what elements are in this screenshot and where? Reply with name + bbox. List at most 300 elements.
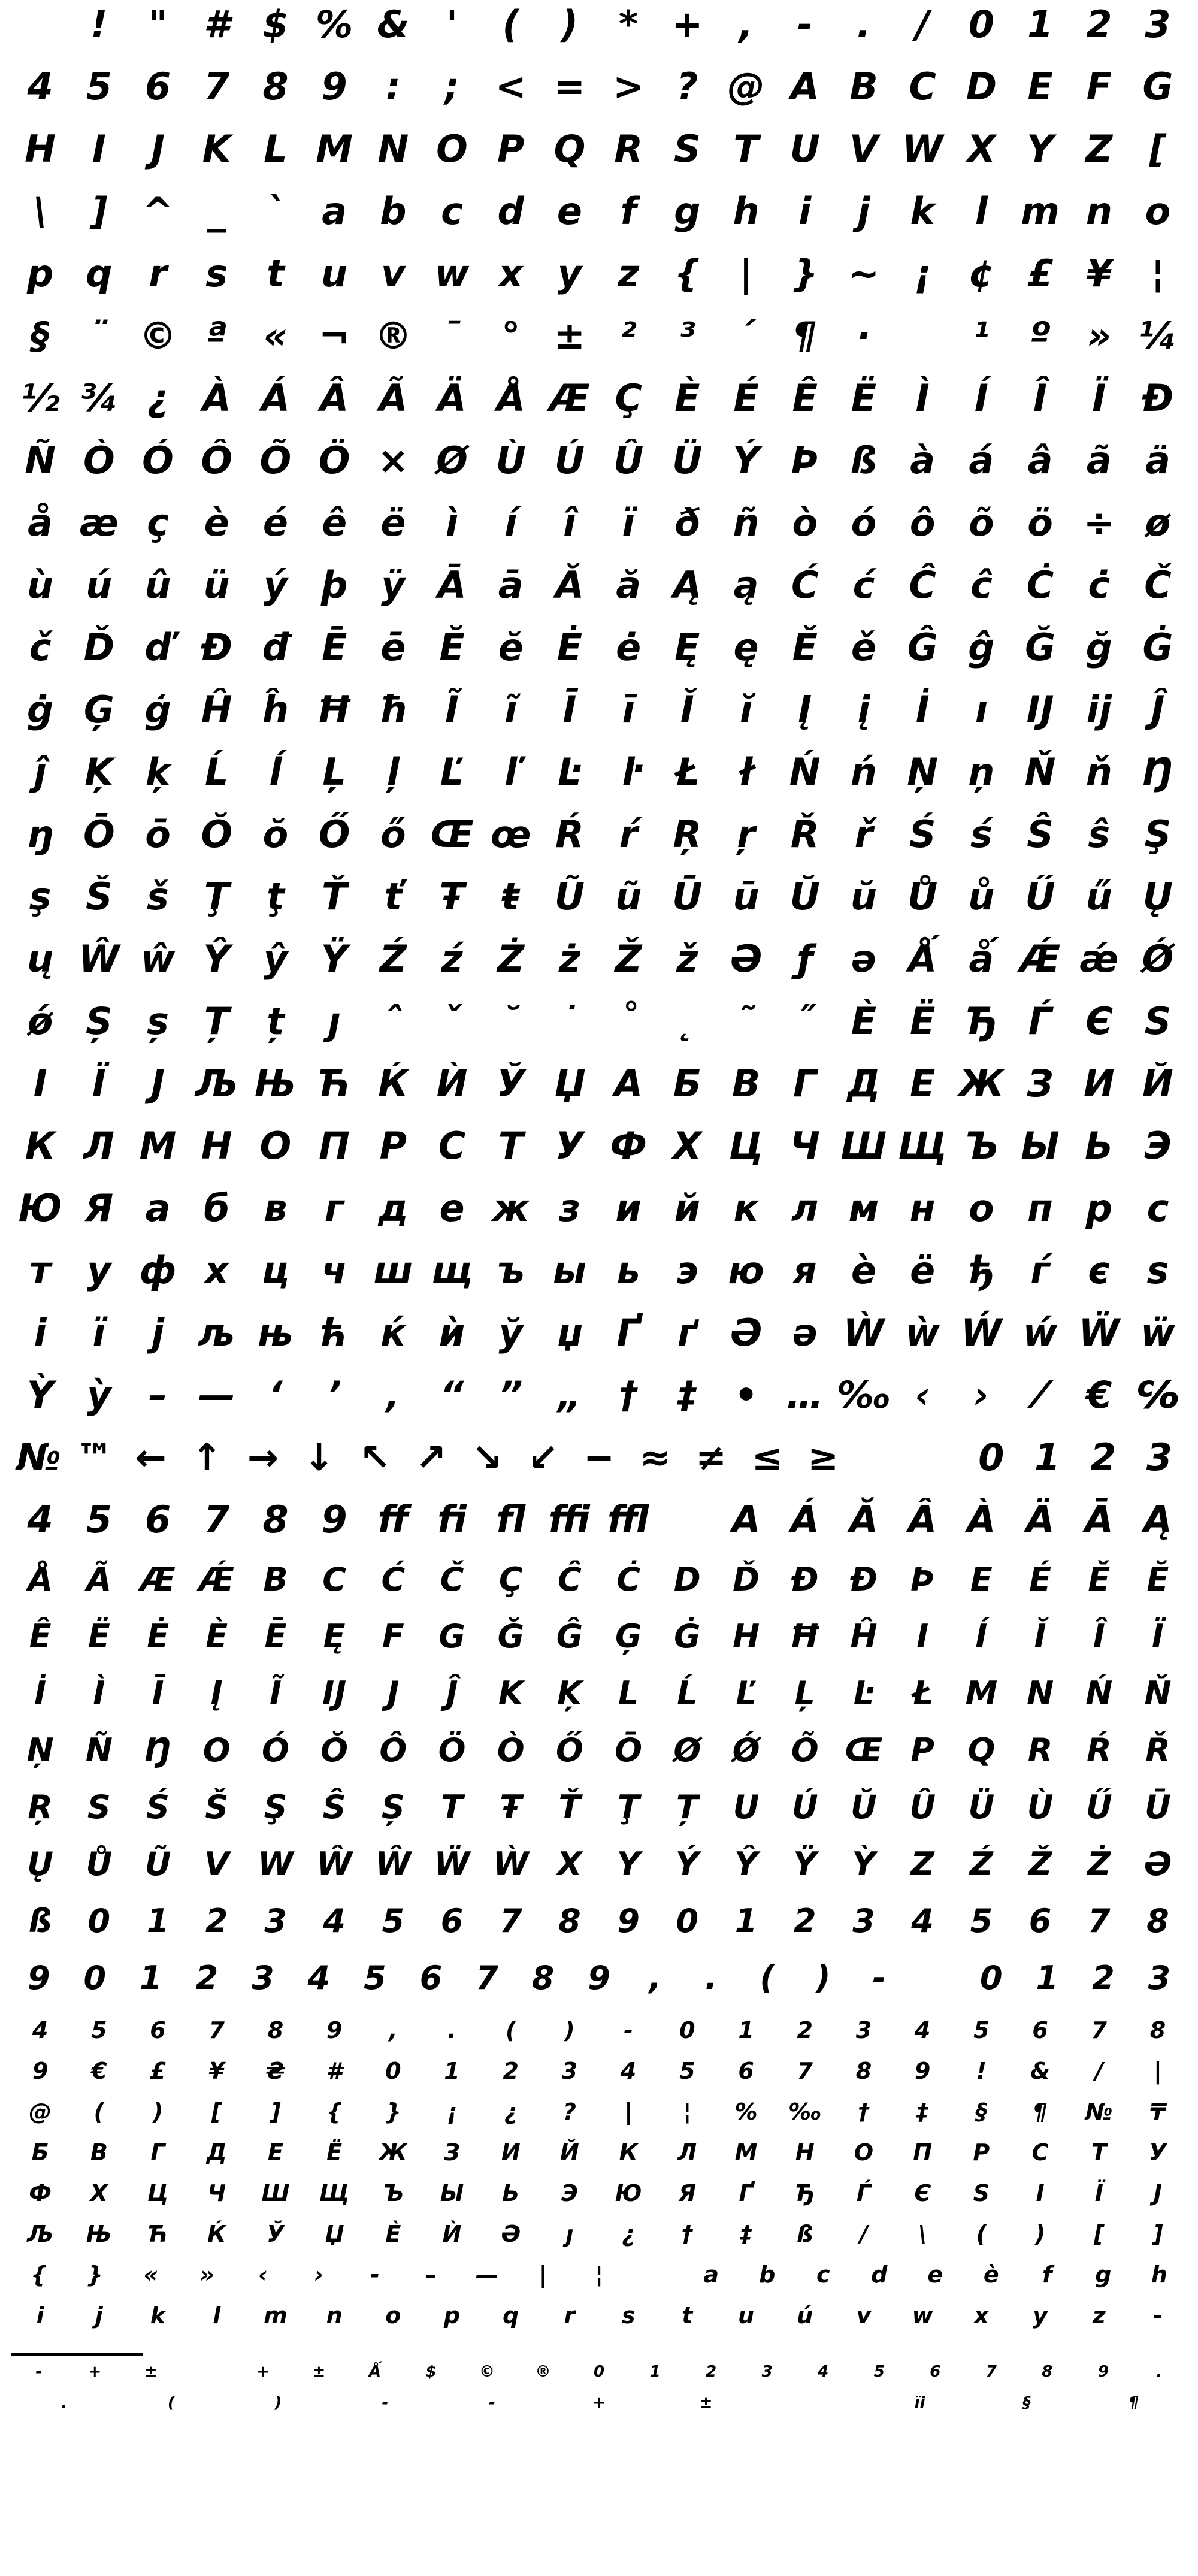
glyph-cell: 5	[973, 2017, 990, 2043]
glyph-cell: Œ	[845, 1731, 883, 1769]
glyph-cell: Ŀ	[558, 750, 582, 794]
glyph-cell: Ь	[502, 2180, 520, 2206]
glyph-cell: Ġ	[1142, 625, 1173, 669]
glyph-cell: Ẅ	[434, 1845, 470, 1883]
glyph-cell: я	[792, 1248, 817, 1292]
glyph-cell: S	[674, 127, 701, 171]
glyph-cell: ґ	[677, 1311, 697, 1354]
glyph-cell: Ţ	[617, 1788, 640, 1826]
glyph-cell: к	[733, 1186, 759, 1230]
glyph-cell: 6	[144, 1498, 171, 1541]
glyph-cell: Ŷ	[734, 1845, 758, 1883]
glyph-cell: ø	[1145, 501, 1171, 545]
glyph-cell: n	[326, 2302, 343, 2329]
glyph-cell: ź	[441, 937, 463, 981]
glyph-cell: Ô	[379, 1731, 407, 1769]
glyph-cell: $	[262, 2, 289, 46]
glyph-cell: V	[204, 1845, 229, 1883]
glyph-cell: §	[31, 314, 50, 358]
glyph-cell: А	[614, 1062, 643, 1105]
glyph-cell: ½	[21, 376, 60, 420]
glyph-cell: ˜	[737, 999, 756, 1043]
glyph-cell: %	[734, 2099, 758, 2125]
glyph-cell: @	[727, 65, 765, 108]
glyph-cell: č	[29, 625, 52, 669]
glyph-cell: В	[90, 2139, 108, 2166]
glyph-cell: À	[202, 376, 231, 420]
glyph-cell: Ä	[437, 376, 467, 420]
glyph-cell: .	[1156, 2363, 1163, 2381]
glyph-cell: Ó	[142, 439, 174, 482]
glyph-cell: Ё	[909, 999, 936, 1043]
glyph-cell: Č	[1144, 563, 1172, 607]
glyph-cell: о	[969, 1186, 994, 1230]
glyph-cell: }	[86, 2261, 103, 2288]
glyph-cell: o	[1145, 189, 1171, 233]
glyph-cell: Ő	[555, 1731, 583, 1769]
glyph-cell: K	[202, 127, 231, 171]
glyph-cell: ↑	[191, 1435, 223, 1479]
glyph-cell: ё	[910, 1248, 936, 1292]
glyph-cell: ,	[649, 1959, 661, 1997]
glyph-cell: Â	[908, 1498, 937, 1541]
glyph-cell: Ÿ	[320, 937, 348, 981]
glyph-cell: Ю	[615, 2180, 642, 2206]
glyph-cell: Ą	[1143, 1498, 1172, 1541]
glyph-cell: Ђ	[965, 999, 998, 1043]
glyph-cell: 7	[204, 65, 230, 108]
glyph-cell: +	[592, 2394, 606, 2412]
glyph-cell: }	[791, 252, 818, 295]
glyph-cell: Ģ	[83, 688, 114, 731]
glyph-cell: Г	[792, 1062, 817, 1105]
glyph-cell: “	[440, 1373, 464, 1417]
glyph-cell: Y	[616, 1845, 640, 1883]
glyph-cell: ±	[144, 2363, 158, 2381]
glyph-cell: C	[322, 1561, 346, 1598]
glyph-cell: Ə	[730, 937, 762, 981]
glyph-cell: ©	[479, 2363, 495, 2381]
glyph-cell: Đ	[791, 1561, 819, 1598]
glyph-cell: е	[439, 1186, 465, 1230]
glyph-row	[0, 1498, 1198, 1564]
glyph-cell: t	[267, 252, 285, 295]
glyph-cell: [	[1149, 127, 1167, 171]
glyph-cell: И	[501, 2139, 521, 2166]
glyph-row	[0, 1435, 1198, 1501]
glyph-cell: 6	[1032, 2017, 1048, 2043]
glyph-cell: Ģ	[615, 1617, 642, 1655]
glyph-cell: 2	[205, 1902, 228, 1940]
glyph-cell: &	[1030, 2058, 1051, 2084]
glyph-cell: X	[967, 127, 996, 171]
glyph-cell: ї	[92, 1311, 105, 1354]
glyph-cell: Í	[974, 376, 988, 420]
glyph-cell: *	[618, 2, 639, 46]
glyph-cell: Ч	[789, 1124, 820, 1168]
glyph-cell: ·	[857, 314, 871, 358]
glyph-cell: Ÿ	[793, 1845, 817, 1883]
glyph-cell: †	[858, 2099, 870, 2125]
glyph-cell: Þ	[791, 439, 819, 482]
glyph-cell: Ò	[497, 1731, 525, 1769]
glyph-cell: ↙	[527, 1435, 559, 1479]
glyph-cell: —	[476, 2261, 499, 2288]
glyph-cell: в	[264, 1186, 288, 1230]
glyph-cell: ¯	[443, 314, 462, 358]
glyph-cell: 6	[440, 1902, 464, 1940]
glyph-cell: Ī	[152, 1674, 164, 1712]
glyph-cell: ў	[498, 1311, 523, 1354]
glyph-cell: ü	[203, 563, 230, 607]
glyph-cell: Ĳ	[1026, 688, 1054, 731]
glyph-cell: †	[619, 1373, 638, 1417]
glyph-cell: Ř	[790, 812, 819, 856]
glyph-cell: T	[733, 127, 759, 171]
glyph-cell: 9	[588, 1959, 610, 1997]
glyph-cell: 5	[91, 2017, 107, 2043]
glyph-cell: ĳ	[1086, 688, 1112, 731]
glyph-cell: І	[33, 1062, 47, 1105]
glyph-cell: c	[441, 189, 463, 233]
glyph-cell: 7	[499, 1902, 522, 1940]
glyph-cell: Ѐ	[385, 2221, 401, 2247]
glyph-cell: ¶	[1129, 2394, 1139, 2412]
glyph-cell: ¨	[89, 314, 108, 358]
glyph-cell: Њ	[254, 1062, 297, 1105]
glyph-cell: 6	[1028, 1902, 1052, 1940]
glyph-row	[0, 2182, 1198, 2223]
glyph-cell: Ѕ	[1144, 999, 1172, 1043]
glyph-cell: c	[816, 2261, 830, 2288]
glyph-cell: Ē	[321, 625, 347, 669]
glyph-cell: ”	[498, 1373, 523, 1417]
glyph-cell: õ	[969, 501, 994, 545]
glyph-cell: и	[615, 1186, 642, 1230]
glyph-cell: ĵ	[34, 750, 47, 794]
glyph-cell: Ф	[29, 2180, 52, 2206]
glyph-cell: &	[377, 2, 410, 46]
glyph-cell: \	[33, 189, 47, 233]
glyph-cell: Ĵ	[446, 1674, 458, 1712]
glyph-cell: ≠	[695, 1435, 727, 1479]
glyph-cell: 4	[27, 65, 53, 108]
glyph-cell: С	[1031, 2139, 1049, 2166]
glyph-cell: Ć	[381, 1561, 406, 1598]
glyph-cell: Ź	[379, 937, 407, 981]
glyph-cell: @	[29, 2099, 52, 2125]
glyph-cell: Џ	[325, 2221, 344, 2247]
glyph-cell: Ë	[851, 376, 877, 420]
glyph-cell: ű	[1085, 875, 1112, 918]
glyph-cell: Ĕ	[1146, 1561, 1169, 1598]
glyph-cell: 4	[307, 1959, 331, 1997]
glyph-cell: с	[1146, 1186, 1169, 1230]
glyph-cell: ġ	[26, 688, 54, 731]
glyph-cell: #	[204, 2, 230, 46]
glyph-cell: Ų	[1142, 875, 1173, 918]
glyph-cell: ¦	[1151, 252, 1165, 295]
glyph-cell: Ô	[201, 439, 233, 482]
glyph-cell: Ą	[673, 563, 702, 607]
glyph-cell: г	[324, 1186, 344, 1230]
glyph-cell: ś	[970, 812, 993, 856]
glyph-cell: )	[274, 2394, 282, 2412]
glyph-cell: G	[438, 1617, 465, 1655]
glyph-cell: §	[1022, 2394, 1031, 2412]
glyph-cell: 8	[262, 1498, 289, 1541]
glyph-cell: G	[1142, 65, 1173, 108]
glyph-cell: п	[1027, 1186, 1053, 1230]
glyph-cell: Ĵ	[1151, 688, 1165, 731]
glyph-cell: Н	[201, 1124, 232, 1168]
glyph-cell: Ż	[497, 937, 525, 981]
glyph-cell: W	[901, 127, 943, 171]
glyph-cell: »	[1087, 314, 1111, 358]
glyph-cell: 3	[1148, 1959, 1171, 1997]
glyph-cell: ѝ	[438, 1311, 465, 1354]
glyph-cell: ђ	[968, 1248, 995, 1292]
glyph-cell: Ї	[1094, 2180, 1103, 2206]
glyph-cell: Ẃ	[961, 1311, 1002, 1354]
glyph-cell: ă	[616, 563, 642, 607]
glyph-cell: 8	[262, 65, 289, 108]
glyph-row	[0, 2060, 1198, 2100]
glyph-cell: ħ	[378, 688, 408, 731]
glyph-cell: F	[1086, 65, 1112, 108]
glyph-cell: 0	[594, 2363, 605, 2381]
glyph-cell: ą	[733, 563, 759, 607]
glyph-cell: Ã	[379, 376, 408, 420]
glyph-cell: ż	[558, 937, 580, 981]
glyph-cell: Й	[1142, 1062, 1173, 1105]
glyph-cell: 8	[558, 1902, 581, 1940]
glyph-cell: Ŧ	[500, 1788, 522, 1826]
glyph-cell: Ş	[264, 1788, 288, 1826]
glyph-cell: ë	[380, 501, 406, 545]
glyph-cell: v	[381, 252, 406, 295]
glyph-row	[0, 1617, 1198, 1677]
glyph-cell: ŧ	[501, 875, 520, 918]
glyph-cell: ⁄	[1037, 1373, 1043, 1417]
glyph-cell: Є	[1085, 999, 1113, 1043]
glyph-cell: È	[205, 1617, 228, 1655]
glyph-cell: ˝	[795, 999, 815, 1043]
glyph-cell: Ы	[440, 2180, 464, 2206]
glyph-cell: Ŋ	[1142, 750, 1173, 794]
glyph-cell: Ź	[969, 1845, 993, 1883]
glyph-cell: ә	[792, 1311, 818, 1354]
glyph-cell: !	[90, 2, 108, 46]
glyph-cell: л	[791, 1186, 819, 1230]
glyph-cell: )	[1034, 2221, 1046, 2247]
glyph-cell: Ů	[86, 1845, 113, 1883]
glyph-cell: R	[1027, 1731, 1053, 1769]
glyph-cell: Ú	[791, 1788, 818, 1826]
glyph-cell: ѐ	[851, 1248, 876, 1292]
glyph-cell: T	[441, 1788, 463, 1826]
glyph-cell: w	[434, 252, 470, 295]
glyph-cell: Ŋ	[144, 1731, 172, 1769]
glyph-cell: |	[624, 2099, 633, 2125]
glyph-cell: Ġ	[674, 1617, 701, 1655]
glyph-cell: £	[1027, 252, 1054, 295]
glyph-cell: Ĉ	[558, 1561, 582, 1598]
glyph-cell: Đ	[201, 625, 232, 669]
glyph-cell: 8	[267, 2017, 284, 2043]
glyph-cell: Ē	[264, 1617, 287, 1655]
glyph-cell: Á	[790, 1498, 819, 1541]
glyph-cell: Ш	[261, 2180, 290, 2206]
glyph-cell: ğ	[1085, 625, 1112, 669]
glyph-cell: Ï	[1092, 376, 1106, 420]
glyph-cell: Ǻ	[368, 2363, 382, 2381]
glyph-cell: Ǽ	[199, 1561, 234, 1598]
glyph-cell: r	[149, 252, 167, 295]
glyph-row	[0, 1373, 1198, 1439]
glyph-cell: 9	[321, 1498, 347, 1541]
glyph-cell: У	[555, 1124, 584, 1168]
glyph-cell: 6	[738, 2058, 754, 2084]
glyph-cell: Ф	[610, 1124, 647, 1168]
glyph-cell: ų	[27, 937, 54, 981]
glyph-cell: "	[148, 2, 168, 46]
glyph-cell: ß	[28, 1902, 52, 1940]
glyph-cell: ů	[968, 875, 995, 918]
glyph-cell: Ŭ	[851, 1788, 877, 1826]
glyph-cell: Ĭ	[1034, 1617, 1046, 1655]
glyph-cell: ¥	[1086, 252, 1112, 295]
glyph-cell: 4	[32, 2017, 49, 2043]
glyph-cell: Ŗ	[28, 1788, 53, 1826]
glyph-cell: (	[502, 2, 519, 46]
glyph-cell: Щ	[898, 1124, 948, 1168]
glyph-cell: ō	[145, 812, 171, 856]
glyph-cell: Ė	[556, 625, 583, 669]
glyph-row	[0, 65, 1198, 131]
glyph-cell: /	[860, 2221, 868, 2247]
glyph-cell: N	[1026, 1674, 1054, 1712]
glyph-cell: ќ	[380, 1311, 406, 1354]
glyph-cell: Į	[798, 688, 812, 731]
glyph-cell: .	[704, 1959, 718, 1997]
glyph-cell: Л	[677, 2139, 697, 2166]
glyph-cell: ț	[267, 999, 285, 1043]
glyph-cell: ỳ	[87, 1373, 111, 1417]
glyph-cell: 8	[1042, 2363, 1053, 2381]
glyph-cell: ™	[76, 1435, 114, 1479]
glyph-cell: Ø	[673, 1731, 701, 1769]
glyph-cell: н	[909, 1186, 936, 1230]
glyph-cell: Ü	[672, 439, 703, 482]
glyph-cell: Ŕ	[555, 812, 584, 856]
glyph-cell: H	[25, 127, 56, 171]
glyph-cell: Щ	[319, 2180, 350, 2206]
glyph-cell: х	[204, 1248, 229, 1292]
glyph-cell: –	[425, 2261, 437, 2288]
glyph-cell: <	[495, 65, 527, 108]
glyph-cell: 2	[1092, 1959, 1115, 1997]
glyph-cell: p	[26, 252, 54, 295]
glyph-cell: Ő	[318, 812, 350, 856]
glyph-cell: S	[87, 1788, 111, 1826]
glyph-cell: Д	[206, 2139, 227, 2166]
glyph-cell: Ś	[909, 812, 936, 856]
glyph-cell: %	[316, 2, 353, 46]
glyph-cell: М	[139, 1124, 177, 1168]
glyph-cell: Љ	[27, 2221, 54, 2247]
glyph-cell: 3	[855, 2017, 872, 2043]
glyph-cell: ĭ	[739, 688, 753, 731]
glyph-cell: fi	[437, 1498, 467, 1541]
glyph-cell: É	[733, 376, 759, 420]
glyph-cell: Ș	[381, 1788, 405, 1826]
glyph-cell: à	[910, 439, 936, 482]
glyph-cell: Ņ	[907, 750, 939, 794]
glyph-cell: ä	[1145, 439, 1170, 482]
glyph-cell: ě	[851, 625, 876, 669]
glyph-cell: Ж	[958, 1062, 1005, 1105]
glyph-cell: ŕ	[619, 812, 638, 856]
glyph-cell: ž	[676, 937, 698, 981]
glyph-cell: L	[618, 1674, 639, 1712]
glyph-row	[0, 2304, 1198, 2345]
glyph-cell: J	[387, 1674, 400, 1712]
glyph-cell: ¶	[1033, 2099, 1048, 2125]
glyph-cell: Ѐ	[851, 999, 877, 1043]
glyph-cell: z	[618, 252, 640, 295]
glyph-cell: Ķ	[84, 750, 114, 794]
glyph-cell: ↗	[415, 1435, 447, 1479]
glyph-cell: Ш	[840, 1124, 887, 1168]
glyph-cell: т	[29, 1248, 52, 1292]
glyph-cell: ő	[380, 812, 406, 856]
glyph-cell: Ђ	[795, 2180, 815, 2206]
glyph-cell: ȷ	[565, 2221, 574, 2247]
glyph-cell: 9	[321, 65, 347, 108]
glyph-cell: Ř	[1145, 1731, 1170, 1769]
glyph-cell: ŀ	[622, 750, 635, 794]
glyph-cell: −	[583, 1435, 615, 1479]
glyph-cell: §	[975, 2099, 987, 2125]
glyph-cell: Ņ	[26, 1731, 54, 1769]
glyph-cell: è	[983, 2261, 999, 2288]
glyph-cell: |	[1154, 2058, 1162, 2084]
glyph-cell: 0	[385, 2058, 401, 2084]
glyph-cell: ´	[737, 314, 756, 358]
glyph-cell: ª	[206, 314, 228, 358]
glyph-cell: Ó	[261, 1731, 289, 1769]
glyph-cell: +	[671, 2, 703, 46]
glyph-cell: ŝ	[1088, 812, 1111, 856]
glyph-cell: Ď	[83, 625, 115, 669]
glyph-cell: ¦	[595, 2261, 604, 2288]
glyph-cell: ĥ	[262, 688, 289, 731]
glyph-cell: Џ	[553, 1062, 585, 1105]
glyph-cell: n	[1085, 189, 1112, 233]
glyph-cell: №	[1085, 2099, 1113, 2125]
glyph-cell: ы	[552, 1248, 586, 1292]
glyph-cell: 5	[679, 2058, 695, 2084]
glyph-cell: 2	[1086, 2, 1112, 46]
glyph-cell: Ł	[912, 1674, 933, 1712]
glyph-cell: Ę	[323, 1617, 346, 1655]
glyph-row	[0, 439, 1198, 504]
glyph-cell: C	[909, 65, 936, 108]
glyph-row	[0, 2223, 1198, 2263]
glyph-cell: ¥	[208, 2058, 225, 2084]
glyph-cell: x	[498, 252, 523, 295]
